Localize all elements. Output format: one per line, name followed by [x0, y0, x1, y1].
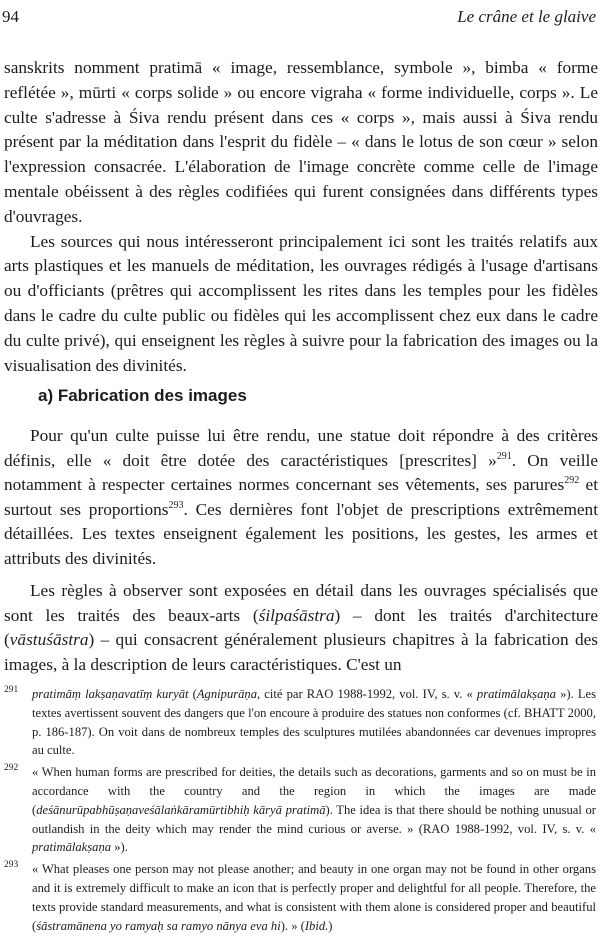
footnote-text: »). Les textes avertissent souvent des dangers que l'on encoure à produire des statues non conformes (cf. BHATT 2000, p. 186-187). On voit dans de nombreux temples des sculptures mutilées abandonnées car devenues impropres au culte. — [32, 687, 597, 758]
paragraph-text: et surtout ses proportions — [4, 475, 598, 519]
sanskrit-term: śilpaśāstra — [258, 605, 335, 625]
paragraph-text: ) – dont les traités d'architecture ( — [4, 605, 598, 650]
footnote-number: 293 — [4, 860, 19, 871]
ibid-ref: Ibid. — [304, 918, 329, 933]
paragraph-text: ) – qui consacrent généralement plusieurs chapitres à la fabrication des images, à la description de leurs caractéristiques. C'est un — [4, 630, 598, 674]
intro-text — [4, 56, 598, 378]
sanskrit-quote: deśānurūpabhūṣaṇaveśālaṅkāramūrtibhiḥ kāryā pratimā — [36, 802, 326, 817]
footnote-text: « What pleases one person may not please another; and beauty in one organ may not be found in other organs and it is extremely difficult to make an icon that is perfectly proper and delightful for all people. Therefore, the texts provide standard measurements, and what is consistent with them alone is considered proper and beautiful ( — [32, 862, 596, 933]
footnote-293 — [4, 860, 596, 935]
section-paragraph-1 — [4, 424, 598, 572]
page-header — [0, 6, 600, 30]
footnotes — [4, 685, 596, 938]
sanskrit-quote: pratimāṃ lakṣaṇavatīṃ kuryāt — [32, 687, 189, 701]
paragraph-text: . On veille notamment à respecter certaines normes concernant ses vêtements, ses parures — [4, 450, 598, 495]
paragraph-text: . Ces dernières font l'objet de prescriptions extrêmement détaillées. Les textes enseignent également les positions, les gestes, les armes et attributs des divinités. — [4, 499, 598, 568]
footnote-291 — [4, 685, 596, 760]
sanskrit-term: pratimālakṣaṇa — [32, 840, 112, 855]
source-title: Agnipurāṇa — [196, 687, 258, 701]
footnote-text: ). The idea is that there should be nothing unusual or outlandish in the deity which may render the mind curious or averse. » (RAO 1988-1992, vol. IV, s. v. « — [32, 802, 596, 836]
intro-paragraph-1: sanskrits nomment pratimā « image, ressemblance, symbole », bimba « forme reflétée », mūrti « corps solide » ou encore vigraha « forme individuelle, corps ». Le culte s'adresse à Śiva rendu présent dans ces « corps », mais aussi à Śiva rendu présent par la méditation dans l'esprit du fidèle – « dans le lotus de son cœur » selon l'expression consacrée. L'élaboration de l'image concrète comme celle de l'image mentale obéissent à des règles codifiées qui furent consignées dans différents types d'ouvrages. — [4, 58, 598, 226]
paragraph-text: Pour qu'un culte puisse lui être rendu, une statue doit répondre à des critères définis, elle « doit être dotée des caractéristiques [prescrites] » — [4, 426, 598, 470]
footnote-ref[interactable]: 291 — [496, 450, 512, 462]
intro-paragraph-2: Les sources qui nous intéresseront principalement ici sont les traités relatifs aux arts plastiques et les manuels de méditation, les ouvrages rédigés à l'usage d'artisans ou d'officiants (prêtres qui accomplissent les rites dans les temples pour les fidèles dans le cadre du culte public ou fidèles qui les accomplissent chez eux dans le cadre du culte privé), qui enseignent les règles à suivre pour la fabrication des images ou la visualisation des divinités. — [4, 231, 598, 375]
footnote-ref[interactable]: 292 — [564, 475, 580, 487]
running-title: Le crâne et le glaive — [457, 7, 596, 26]
page-number: 94 — [2, 7, 19, 26]
sanskrit-term: vāstuśāstra — [9, 630, 89, 650]
section-heading: a) Fabrication des images — [38, 386, 247, 405]
footnote-number: 291 — [4, 685, 19, 695]
footnote-text: ( — [188, 687, 197, 701]
paragraph-text: Les règles à observer sont exposées en détail dans les ouvrages spécialisés que sont les traités des beaux-arts ( — [4, 581, 598, 625]
footnote-text: , cité par RAO 1988-1992, vol. IV, s. v. « — [257, 687, 477, 701]
footnote-text: »). — [111, 840, 128, 855]
section-paragraph-2 — [4, 579, 598, 677]
sanskrit-quote: śāstramānena yo ramyaḥ sa ramyo nānya eva hi — [36, 918, 281, 933]
footnote-text: « When human forms are prescribed for deities, the details such as decorations, garments and so on must be in accordance with the country and the region in which the images are made ( — [32, 765, 596, 817]
footnote-292 — [4, 763, 596, 857]
footnote-text: ) — [328, 918, 333, 933]
footnote-ref[interactable]: 293 — [168, 500, 184, 512]
footnote-text: ). » ( — [280, 918, 305, 933]
sanskrit-term: pratimālakṣaṇa — [476, 687, 556, 701]
footnote-number: 292 — [4, 763, 19, 774]
